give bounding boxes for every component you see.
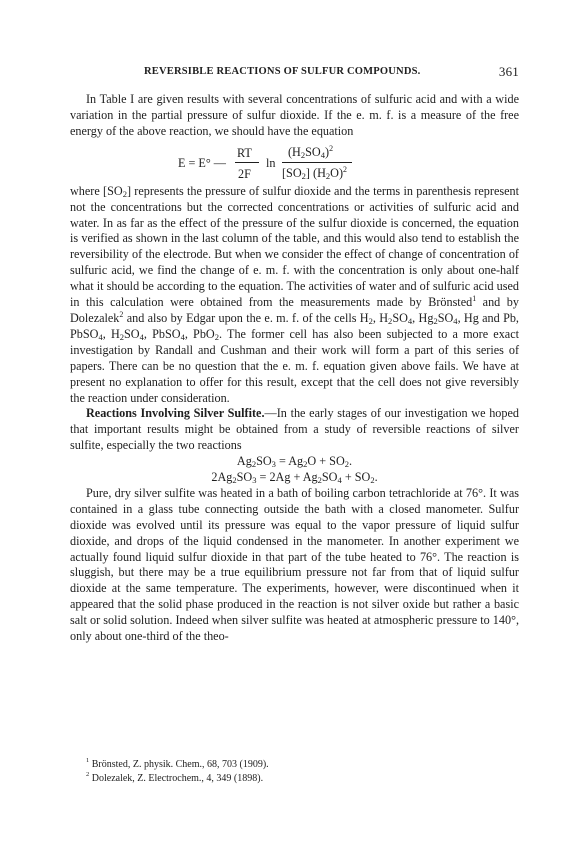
footnote-1: $^1$ Brönsted, Z. physik. Chem., 68, 703 (1909).: [86, 757, 269, 770]
fraction-bar: [235, 162, 259, 163]
footnote-ref-1[interactable]: 1: [472, 294, 477, 304]
activity-numerator: $(H_2SO_4)^2$: [288, 143, 334, 160]
paragraph-experiment: Pure, dry silver sulfite was heated in a bath of boiling carbon tetrachloride at 76°. It was contained in a glass tube connecting outside the bath with a closed manometer. Sulfur dioxide was evolved until its pressure was equal to the vapor pressure of liquid sulfur dioxide, and drops of the liquid condensed in the manometer. In another experiment we actually found liquid sulfur dioxide in that part of the tube heated to 76°. The reaction is sluggish, but there may be a true equilibrium pressure not far from that of liquid sulfur dioxide at the same temperature. The experiments, however, were discontinued when it appeared that the solid phase produced in the reaction is not silver oxide but rather a basic salt or solid solution. Indeed when silver sulfite was heated at atmospheric pressure to 140°, only about one-third of the theo-: [70, 485, 519, 644]
fraction-rt-denominator: 2F: [238, 166, 251, 181]
body-text: [70, 92, 519, 645]
fraction-bar: [282, 162, 352, 163]
section-heading: Reactions Involving Silver Sulfite.: [86, 406, 265, 421]
running-title: REVERSIBLE REACTIONS OF SULFUR COMPOUNDS.: [144, 66, 421, 77]
fraction-rt-numerator: RT: [237, 145, 252, 160]
paragraph-silver-sulfite: Reactions Involving Silver Sulfite.—In the early stages of our investigation we hoped that important results might be obtained from a study of reversible reactions of silver sulfite, especially the two reactions: [70, 406, 519, 453]
equation-lhs: E = E° —: [178, 155, 226, 170]
reaction-2: $2Ag_2SO_3 = 2Ag + Ag_2SO_4 + SO_2$.: [211, 470, 378, 486]
page-number: 361: [498, 64, 519, 79]
ln-operator: ln: [266, 155, 276, 170]
footnote-ref-2[interactable]: 2: [119, 309, 124, 319]
reaction-1: $Ag_2SO_3 = Ag_2O + SO_2$.: [236, 454, 353, 470]
footnotes: [86, 758, 269, 785]
footnote-2: $^2$ Dolezalek, Z. Electrochem., 4, 349 (1898).: [86, 770, 264, 784]
paragraph-intro: In Table I are given results with several concentrations of sulfuric acid and with a wide variation in the partial pressure of sulfur dioxide. If the e. m. f. is a measure of the free energy of the above reaction, we should have the equation: [70, 92, 519, 138]
paragraph-discussion: where $[SO_2]$ represents the pressure of sulfur dioxide and the terms in parenthesis represent not the concentrations but the corrected concentrations or activities of sulfuric acid and water. In as far as the effect of the pressure of the sulfur dioxide is concerned, the equation is verified as shown in the last column of the table, and this would also tend to establish the reversibility of the electrode. But when we consider the effect of change of concentration of sulfuric acid, we find the change of e. m. f. with the concentration is only about one-half what it should be according to the equation. The activities of water and of sulfuric acid used in this calculation were obtained from the measurements made by Brönsted$^1$ and by Dolezalek$^2$ and also by Edgar upon the e. m. f. of the cells $H_2$, $H_2SO_4$, $Hg_2SO_4$, Hg and Pb, PbSO$_4$, $H_2SO_4$, PbSO$_4$, PbO$_2$. The former cell has also been subjected to a more exact investigation by Randall and Cushman and their work will form a part of this series of papers. There can be no question that the e. m. f. equation given above fails. We have at present no explanation to offer for this result, except that the cell does not give reversibly the reaction under consideration.: [70, 183, 519, 405]
activity-denominator: $[SO_2]$ $(H_2O)^2$: [282, 164, 347, 181]
free-energy-equation: [70, 140, 519, 184]
running-head: [70, 66, 519, 80]
